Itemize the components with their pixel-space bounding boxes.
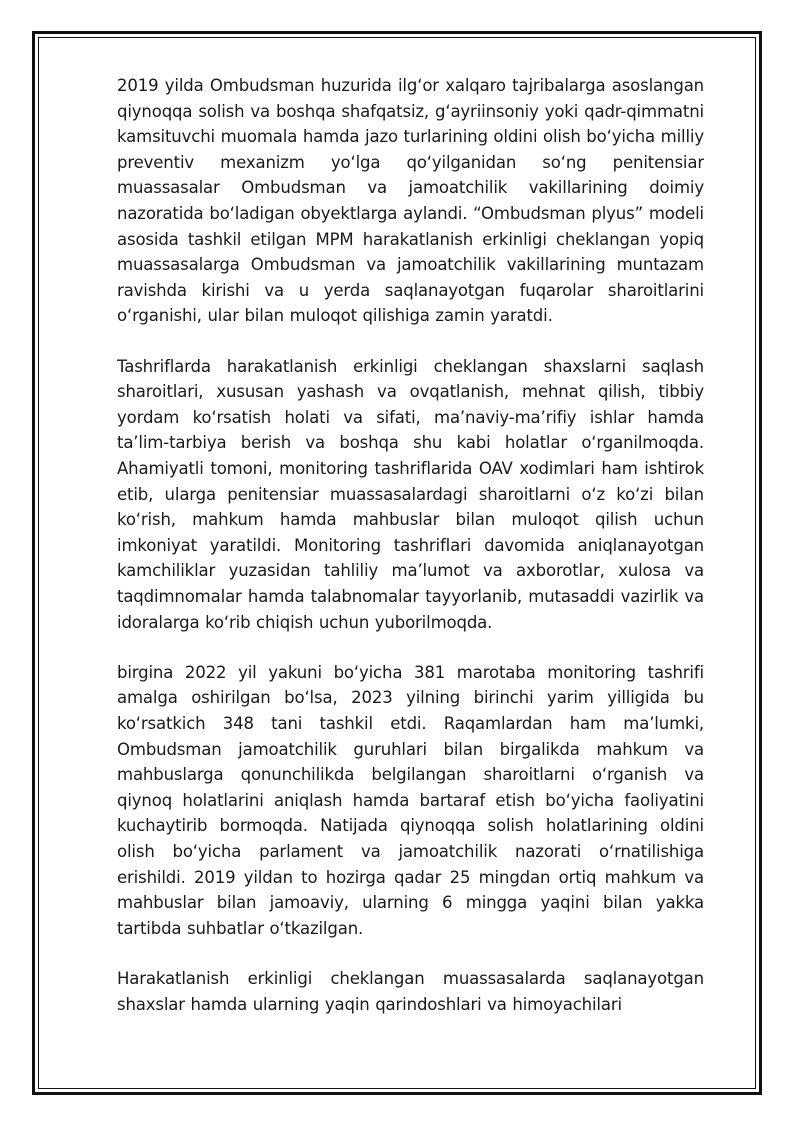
paragraph-monitoring-statistics: birgina 2022 yil yakuni bo‘yicha 381 marotaba monitoring tashrifi amalga oshirilgan bo‘lsa, 2023 yilning birinchi yarim yilligida bu ko‘rsatkich 348 tani tashkil etdi. Raqamlardan ham ma’lumki, Ombudsman jamoatchilik guruhlari bilan birgalikda mahkum va mahbuslarga qonunchilikda belgilangan sharoitlarni o‘rganish va qiynoq holatlarini aniqlash hamda bartaraf etish bo‘yicha faoliyatini kuchaytirib bormoqda. Natijada qiynoqqa solish holatlarining oldini olish bo‘yicha parlament va jamoatchilik nazorati o‘rnatilishiga erishildi. 2019 yildan to hozirga qadar 25 mingdan ortiq mahkum va mahbuslar bilan jamoaviy, ularning 6 mingga yaqini bilan yakka tartibda suhbatlar o‘tkazilgan. <box>117 662 704 938</box>
paragraph-mpm-establishment: 2019 yilda Ombudsman huzurida ilg‘or xalqaro tajribalarga asoslangan qiynoqqa solish va boshqa shafqatsiz, g‘ayriinsoniy yoki qadr-qimmatni kamsituvchi muomala hamda jazo turlarining oldini olish bo‘yicha milliy preventiv mexanizm yo‘lga qo‘yilganidan so‘ng penitensiar muassasalar Ombudsman va jamoatchilik vakillarining doimiy nazoratida bo‘ladigan obyektlarga aylandi. “Ombudsman plyus” modeli asosida tashkil etilgan MPM harakatlanish erkinligi cheklangan yopiq muassasalarga Ombudsman va jamoatchilik vakillarining muntazam ravishda kirishi va u yerda saqlanayotgan fuqarolar sharoitlarini o‘rganishi, ular bilan muloqot qilishiga zamin yaratdi. <box>117 76 704 326</box>
document-body <box>117 73 704 1063</box>
paragraph-restricted-institutions: Harakatlanish erkinligi cheklangan muassasalarda saqlanayotgan shaxslar hamda ularning yaqin qarindoshlari va himoyachilari <box>117 969 704 1014</box>
paragraph-visit-inspections: Tashriflarda harakatlanish erkinligi cheklangan shaxslarni saqlash sharoitlari, xususan yashash va ovqatlanish, mehnat qilish, tibbiy yordam ko‘rsatish holati va sifati, ma’naviy-ma’rifiy ishlar hamda ta’lim-tarbiya berish va boshqa shu kabi holatlar o‘rganilmoqda. Ahamiyatli tomoni, monitoring tashriflarida OAV xodimlari ham ishtirok etib, ularga penitensiar muassasalardagi sharoitlarni o‘z ko‘zi bilan ko‘rish, mahkum hamda mahbuslar bilan muloqot qilish uchun imkoniyat yaratildi. Monitoring tashriflari davomida aniqlanayotgan kamchiliklar yuzasidan tahliliy ma’lumot va axborotlar, xulosa va taqdimnomalar hamda talabnomalar tayyorlanib, mutasaddi vazirlik va idoralarga ko‘rib chiqish uchun yuborilmoqda. <box>117 356 704 632</box>
